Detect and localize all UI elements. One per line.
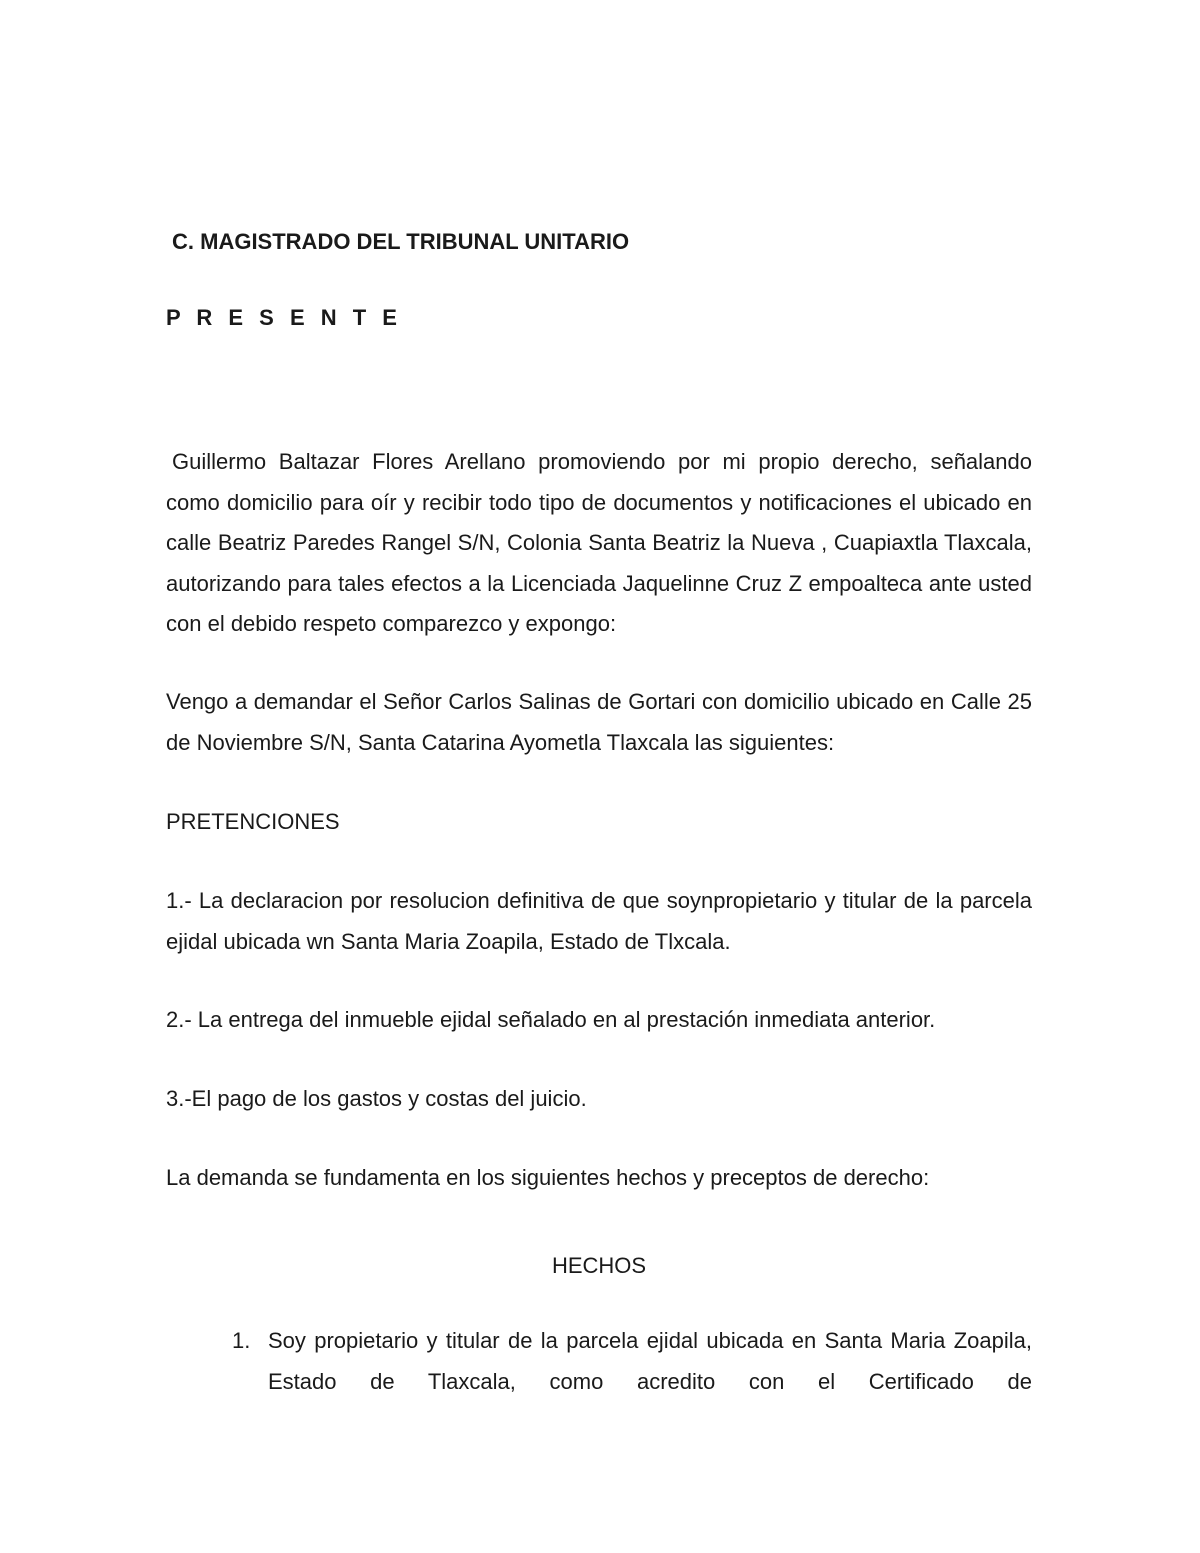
demand-paragraph: Vengo a demandar el Señor Carlos Salinas de Gortari con domicilio ubicado en Calle 25 de Noviembre S/N, Santa Catarina Ayometla Tlaxcala las siguientes:: [166, 689, 1032, 755]
list-item: [232, 1321, 1032, 1402]
hechos-list: [232, 1321, 1032, 1402]
pretension-item-2: 2.- La entrega del inmueble ejidal señalado en al prestación inmediata anterior.: [166, 1007, 936, 1032]
pretension-item-1: 1.- La declaracion por resolucion definitiva de que soynpropietario y titular de la parcela ejidal ubicada wn Santa Maria Zoapila, Estado de Tlxcala.: [166, 888, 1032, 954]
fundamento-paragraph: La demanda se fundamenta en los siguientes hechos y preceptos de derecho:: [166, 1165, 930, 1190]
hechos-heading: HECHOS: [551, 1253, 647, 1278]
intro-paragraph: Guillermo Baltazar Flores Arellano promoviendo por mi propio derecho, señalando como domicilio para oír y recibir todo tipo de documentos y notificaciones el ubicado en calle Beatriz Paredes Rangel S/N, Colonia Santa Beatriz la Nueva , Cuapiaxtla Tlaxcala, autorizando para tales efectos a la Licenciada Jaquelinne Cruz Z empoalteca ante usted con el debido respeto comparezco y expongo:: [166, 449, 1032, 636]
pretension-item-3: 3.-El pago de los gastos y costas del juicio.: [166, 1086, 587, 1111]
presente-heading: P R E S E N T E: [166, 305, 402, 330]
list-item-text: Soy propietario y titular de la parcela ejidal ubicada en Santa Maria Zoapila, Estado de Tlaxcala, como acredito con el Certificado de: [268, 1328, 1032, 1394]
pretensiones-heading: PRETENCIONES: [166, 809, 340, 834]
addressee-heading: C. MAGISTRADO DEL TRIBUNAL UNITARIO: [172, 229, 630, 254]
list-item-number: 1.: [232, 1328, 251, 1353]
